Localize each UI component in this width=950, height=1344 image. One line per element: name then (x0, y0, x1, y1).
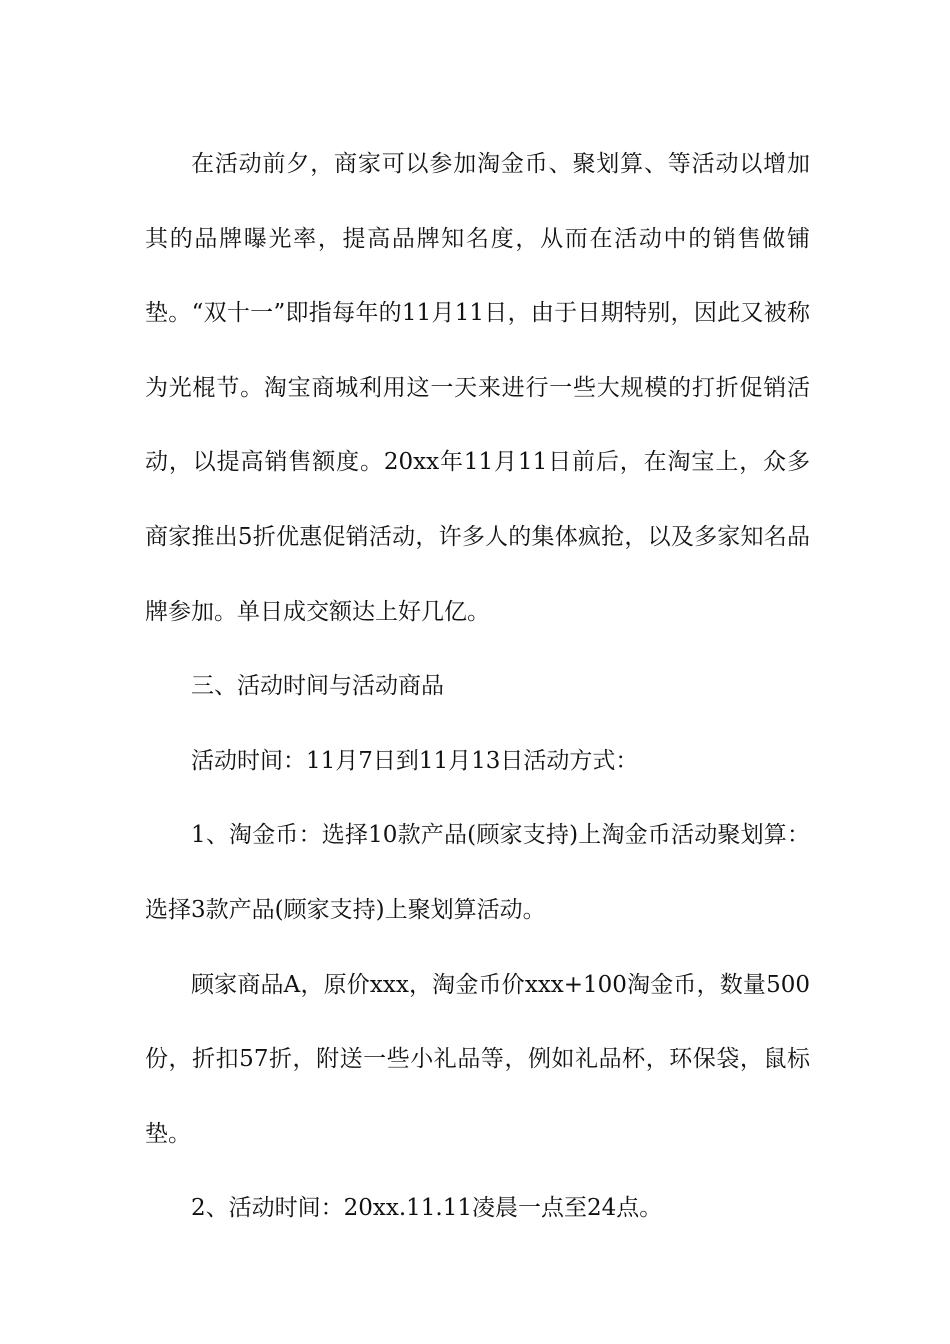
paragraph-activity-time: 活动时间：11月7日到11月13日活动方式： (191, 747, 639, 774)
paragraph-intro: 在活动前夕，商家可以参加淘金币、聚划算、等活动以增加其的品牌曝光率，提高品牌知名度，从而在活动中的销售做铺垫。“双十一”即指每年的11月11日，由于日期特别，因此又被称为光棍节。淘宝商城利用这一天来进行一些大规模的打折促销活动，以提高销售额度。20xx年11月11日前后，在淘宝上，众多商家推出5折优惠促销活动，许多人的集体疯抢，以及多家知名品牌参加。单日成交额达上好几亿。 (145, 151, 810, 625)
paragraph-product-a: 顾家商品A，原价xxx，淘金币价xxx+100淘金币，数量500份，折扣57折，附送一些小礼品等，例如礼品杯，环保袋，鼠标垫。 (145, 971, 810, 1147)
paragraph-item-2: 2、活动时间：20xx.11.11凌晨一点至24点。 (191, 1195, 663, 1222)
document-body (145, 127, 810, 1246)
section-heading: 三、活动时间与活动商品 (191, 673, 444, 700)
paragraph-item-1: 1、淘金币：选择10款产品(顾家支持)上淘金币活动聚划算：选择3款产品(顾家支持)上聚划算活动。 (145, 822, 810, 923)
